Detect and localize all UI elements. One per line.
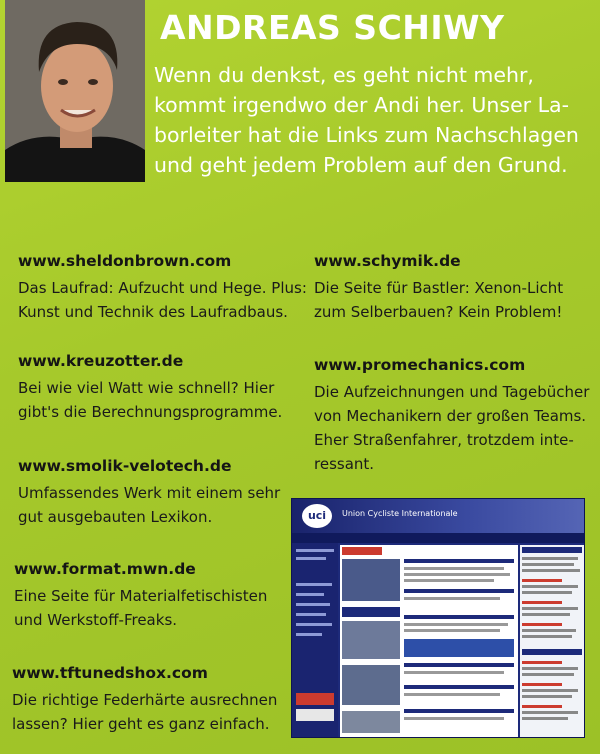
description-line: Bei wie viel Watt wie schnell? Hier: [18, 379, 275, 397]
link-url[interactable]: www.schymik.de: [314, 252, 461, 270]
screenshot-header: [292, 499, 584, 533]
link-url[interactable]: www.sheldonbrown.com: [18, 252, 232, 270]
description-line: zum Selberbauen? Kein Problem!: [314, 303, 563, 321]
uci-logo: uci: [302, 504, 332, 528]
link-description: [18, 276, 307, 324]
link-description: [18, 481, 280, 529]
link-url[interactable]: www.promechanics.com: [314, 356, 526, 374]
link-entry-format: [14, 560, 267, 632]
link-description: [18, 376, 282, 424]
description-line: Die richtige Federhärte ausrechnen: [12, 691, 278, 709]
link-entry-tftunedshox: [12, 664, 277, 736]
description-line: Eine Seite für Materialfetischisten: [14, 587, 268, 605]
description-line: und Werkstoff-Freaks.: [14, 611, 178, 629]
screenshot-right-column: [520, 545, 584, 737]
link-url[interactable]: www.kreuzotter.de: [18, 352, 184, 370]
link-url[interactable]: www.smolik-velotech.de: [18, 457, 232, 475]
intro-line: Wenn du denkst, es geht nicht mehr,: [154, 63, 534, 87]
description-line: von Mechanikern der großen Teams.: [314, 407, 587, 425]
intro-line: und geht jedem Problem auf den Grund.: [154, 153, 568, 177]
screenshot-sidebar: [292, 543, 338, 737]
description-line: Das Laufrad: Aufzucht und Hege. Plus:: [18, 279, 307, 297]
intro-line: kommt irgendwo der Andi her. Unser La-: [154, 93, 570, 117]
link-url[interactable]: www.format.mwn.de: [14, 560, 196, 578]
description-line: Die Seite für Bastler: Xenon-Licht: [314, 279, 564, 297]
description-line: Kunst und Technik des Laufradbaus.: [18, 303, 288, 321]
intro-line: borleiter hat die Links zum Nachschlagen: [154, 123, 579, 147]
link-description: [314, 380, 589, 476]
screenshot-main-content: [340, 545, 518, 737]
link-entry-sheldonbrown: [18, 252, 307, 324]
link-description: [314, 276, 563, 324]
link-entry-smolik: [18, 457, 280, 529]
uci-website-screenshot: [291, 498, 585, 738]
link-entry-kreuzotter: [18, 352, 282, 424]
description-line: gut ausgebauten Lexikon.: [18, 508, 213, 526]
page-title: ANDREAS SCHIWY: [160, 8, 505, 47]
description-line: ressant.: [314, 455, 375, 473]
description-line: lassen? Hier geht es ganz einfach.: [12, 715, 270, 733]
description-line: Umfassendes Werk mit einem sehr: [18, 484, 281, 502]
link-description: [14, 584, 267, 632]
intro-text: [154, 60, 594, 180]
description-line: Eher Straßenfahrer, trotzdem inte-: [314, 431, 574, 449]
description-line: gibt's die Berechnungsprogramme.: [18, 403, 283, 421]
description-line: Die Aufzeichnungen und Tagebücher: [314, 383, 590, 401]
link-entry-promechanics: [314, 356, 589, 476]
link-url[interactable]: www.tftunedshox.com: [12, 664, 208, 682]
screenshot-nav-bar: [292, 533, 584, 543]
link-entry-schymik: [314, 252, 563, 324]
screenshot-site-title: Union Cycliste Internationale: [342, 509, 458, 518]
portrait-photo: [5, 0, 145, 182]
link-description: [12, 688, 277, 736]
